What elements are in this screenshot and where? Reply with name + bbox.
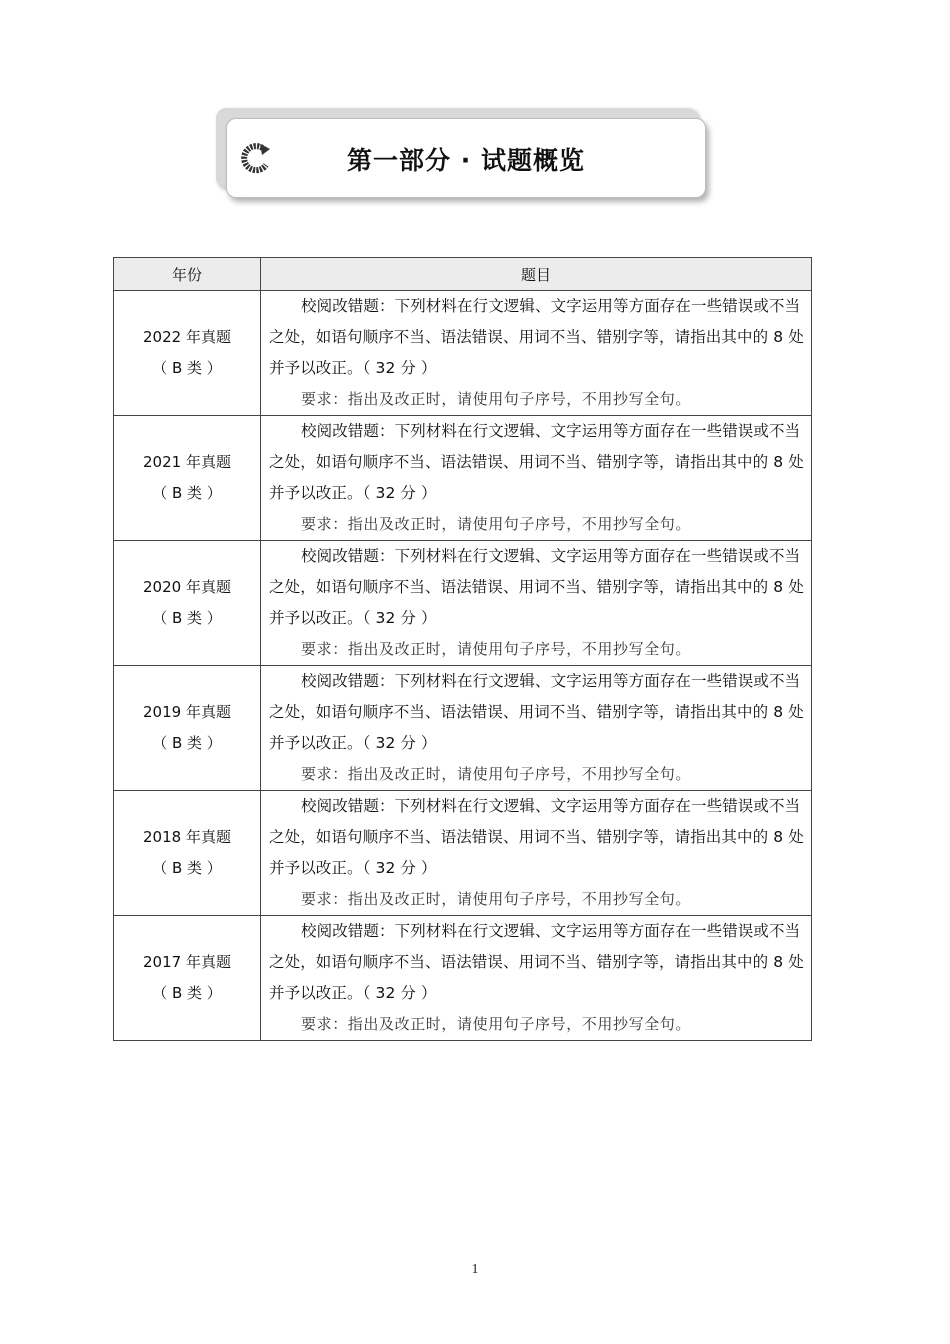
year-cell — [114, 541, 261, 666]
requirement-text: 要求：指出及改正时，请使用句子序号，不用抄写全句。 — [301, 765, 692, 783]
year-label: 2019 年真题 — [143, 703, 231, 721]
requirement-text: 要求：指出及改正时，请使用句子序号，不用抄写全句。 — [301, 890, 692, 908]
table-row — [114, 791, 812, 916]
requirement-text: 要求：指出及改正时，请使用句子序号，不用抄写全句。 — [301, 640, 692, 658]
year-label: 2022 年真题 — [143, 328, 231, 346]
topic-cell — [261, 666, 812, 791]
question-text: 校阅改错题：下列材料在行文逻辑、文字运用等方面存在一些错误或不当之处，如语句顺序不当、语法错误、用词不当、错别字等，请指出其中的 8 处并予以改正。（ 32 分 ） — [269, 922, 804, 1002]
year-cell — [114, 791, 261, 916]
category-label: （ B 类 ） — [152, 359, 222, 377]
question-text: 校阅改错题：下列材料在行文逻辑、文字运用等方面存在一些错误或不当之处，如语句顺序不当、语法错误、用词不当、错别字等，请指出其中的 8 处并予以改正。（ 32 分 ） — [269, 297, 804, 377]
topic-cell — [261, 291, 812, 416]
table-row — [114, 291, 812, 416]
category-label: （ B 类 ） — [152, 609, 222, 627]
question-text: 校阅改错题：下列材料在行文逻辑、文字运用等方面存在一些错误或不当之处，如语句顺序不当、语法错误、用词不当、错别字等，请指出其中的 8 处并予以改正。（ 32 分 ） — [269, 797, 804, 877]
page-number: 1 — [471, 1262, 479, 1277]
year-label: 2020 年真题 — [143, 578, 231, 596]
page-title: 第一部分 · 试题概览 — [347, 146, 585, 175]
table-row — [114, 541, 812, 666]
question-text: 校阅改错题：下列材料在行文逻辑、文字运用等方面存在一些错误或不当之处，如语句顺序不当、语法错误、用词不当、错别字等，请指出其中的 8 处并予以改正。（ 32 分 ） — [269, 672, 804, 752]
year-label: 2017 年真题 — [143, 953, 231, 971]
topic-cell — [261, 541, 812, 666]
table-row — [114, 916, 812, 1041]
exam-overview-table — [113, 257, 812, 1041]
category-label: （ B 类 ） — [152, 984, 222, 1002]
year-cell — [114, 916, 261, 1041]
requirement-text: 要求：指出及改正时，请使用句子序号，不用抄写全句。 — [301, 1015, 692, 1033]
category-label: （ B 类 ） — [152, 484, 222, 502]
category-label: （ B 类 ） — [152, 734, 222, 752]
table-header-row — [114, 258, 812, 291]
topic-cell — [261, 416, 812, 541]
title-banner — [226, 118, 706, 198]
topic-cell — [261, 791, 812, 916]
topic-cell — [261, 916, 812, 1041]
year-cell — [114, 291, 261, 416]
category-label: （ B 类 ） — [152, 859, 222, 877]
year-cell — [114, 666, 261, 791]
requirement-text: 要求：指出及改正时，请使用句子序号，不用抄写全句。 — [301, 390, 692, 408]
question-text: 校阅改错题：下列材料在行文逻辑、文字运用等方面存在一些错误或不当之处，如语句顺序不当、语法错误、用词不当、错别字等，请指出其中的 8 处并予以改正。（ 32 分 ） — [269, 547, 804, 627]
question-text: 校阅改错题：下列材料在行文逻辑、文字运用等方面存在一些错误或不当之处，如语句顺序不当、语法错误、用词不当、错别字等，请指出其中的 8 处并予以改正。（ 32 分 ） — [269, 422, 804, 502]
table-row — [114, 416, 812, 541]
header-year: 年份 — [114, 258, 261, 291]
year-label: 2021 年真题 — [143, 453, 231, 471]
year-label: 2018 年真题 — [143, 828, 231, 846]
header-topic: 题目 — [261, 258, 812, 291]
requirement-text: 要求：指出及改正时，请使用句子序号，不用抄写全句。 — [301, 515, 692, 533]
table-row — [114, 666, 812, 791]
year-cell — [114, 416, 261, 541]
